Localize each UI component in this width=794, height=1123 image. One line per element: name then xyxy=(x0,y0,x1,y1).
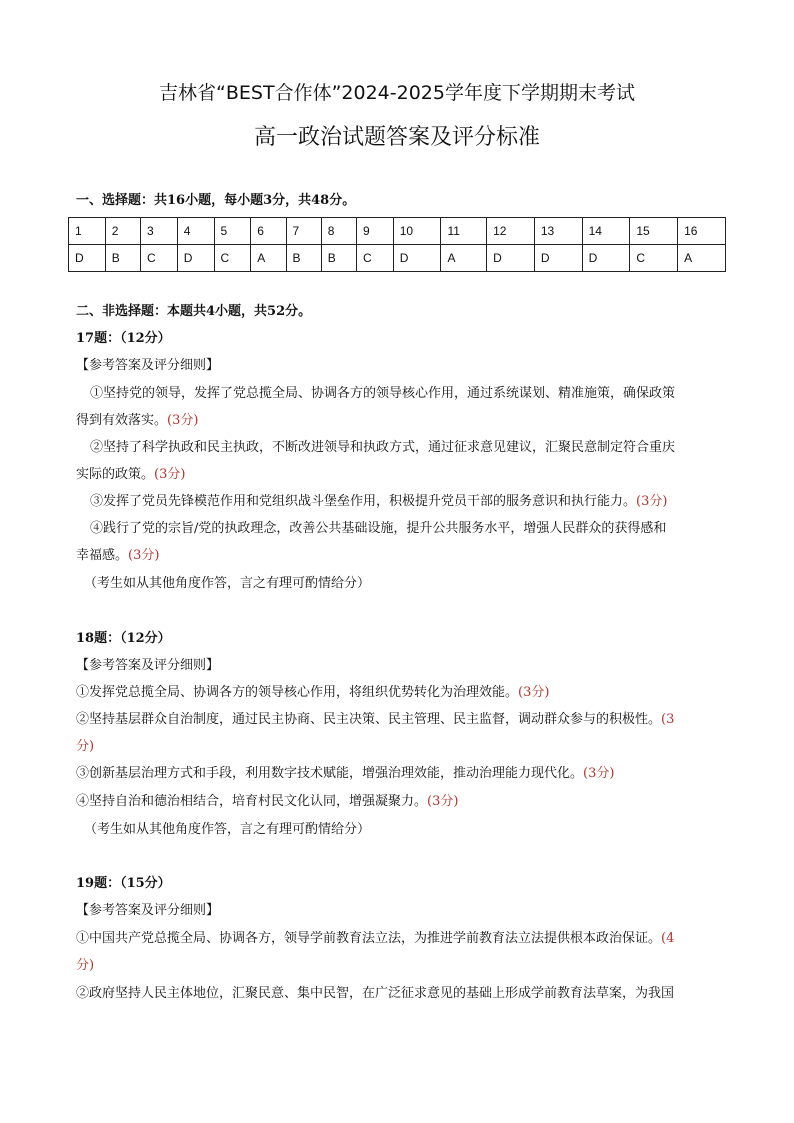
question-number-cell: 5 xyxy=(214,218,251,245)
q18-point4 xyxy=(76,793,458,811)
section1-heading: 一、选择题：共16小题，每小题3分，共48分。 xyxy=(76,193,356,208)
question-number-cell: 14 xyxy=(582,218,630,245)
answer-cell: B xyxy=(321,245,356,272)
q18-point4-score: (3分) xyxy=(427,794,459,809)
q18-ref-heading: 【参考答案及评分细则】 xyxy=(76,658,220,673)
q17-point3-text: ③发挥了党员先锋模范作用和党组织战斗堡垒作用，积极提升党员干部的服务意识和执行能力。 xyxy=(90,494,637,509)
q17-point2-line2 xyxy=(76,466,185,484)
question-number-cell: 8 xyxy=(321,218,356,245)
q17-point4-line1: ④践行了党的宗旨/党的执政理念，改善公共基础设施，提升公共服务水平，增强人民群众的获得感和 xyxy=(90,521,667,536)
question-number-cell: 1 xyxy=(69,218,106,245)
q17-point3-score: (3分) xyxy=(636,494,668,509)
q19-point1-text: ①中国共产党总揽全局、协调各方，领导学前教育法立法，为推进学前教育法立法提供根本政治保证。 xyxy=(76,931,662,946)
answer-cell: C xyxy=(630,245,678,272)
question-number-cell: 2 xyxy=(105,218,140,245)
q18-point3-text: ③创新基层治理方式和手段，利用数字技术赋能，增强治理效能，推动治理能力现代化。 xyxy=(76,766,584,781)
q18-point1 xyxy=(76,684,549,702)
q18-point2-score-part1: (3 xyxy=(661,712,675,727)
q19-title: 19题：（15分） xyxy=(76,876,171,891)
q18-point2-line1 xyxy=(76,711,674,729)
q17-point1-line1: ①坚持党的领导，发挥了党总揽全局、协调各方的领导核心作用，通过系统谋划、精准施策，确保政策 xyxy=(90,386,676,401)
q19-point1-score-part1: (4 xyxy=(661,931,675,946)
answer-cell: A xyxy=(441,245,487,272)
question-number-cell: 15 xyxy=(630,218,678,245)
q17-point4-text: 幸福感。 xyxy=(76,548,129,563)
q17-title: 17题：（12分） xyxy=(76,331,171,346)
q18-point4-text: ④坚持自治和德治相结合，培育村民文化认同，增强凝聚力。 xyxy=(76,794,428,809)
question-number-cell: 9 xyxy=(356,218,393,245)
answer-cell: A xyxy=(251,245,286,272)
question-number-cell: 7 xyxy=(286,218,321,245)
answer-cell: D xyxy=(487,245,535,272)
q18-point3 xyxy=(76,765,614,783)
q17-point2-score: (3分) xyxy=(154,467,186,482)
q17-point4-score: (3分) xyxy=(128,548,160,563)
answer-cell: D xyxy=(582,245,630,272)
question-number-cell: 10 xyxy=(393,218,441,245)
answer-cell: D xyxy=(393,245,441,272)
choice-answer-table xyxy=(68,217,726,272)
q18-point3-score: (3分) xyxy=(583,766,615,781)
answer-cell: D xyxy=(534,245,582,272)
question-number-cell: 11 xyxy=(441,218,487,245)
question-number-cell: 4 xyxy=(177,218,214,245)
q19-point1-score-part2: 分) xyxy=(76,958,95,973)
q19-point2-line1: ②政府坚持人民主体地位，汇聚民意、集中民智，在广泛征求意见的基础上形成学前教育法草案，为我国 xyxy=(76,986,675,1001)
answer-cell: C xyxy=(214,245,251,272)
section2-heading: 二、非选择题：本题共4小题，共52分。 xyxy=(76,304,312,319)
q17-point4-line2 xyxy=(76,547,159,565)
q17-note: （考生如从其他角度作答，言之有理可酌情给分） xyxy=(84,576,371,591)
q18-point2-text: ②坚持基层群众自治制度，通过民主协商、民主决策、民主管理、民主监督，调动群众参与的积极性。 xyxy=(76,712,662,727)
q19-point1-line1 xyxy=(76,930,674,948)
q18-point2-score-part2: 分) xyxy=(76,739,95,754)
exam-title: 吉林省“BEST合作体”2024-2025学年度下学期期末考试 xyxy=(159,82,635,104)
answer-cell: C xyxy=(140,245,177,272)
q18-point1-score: (3分) xyxy=(518,685,550,700)
answer-cell: B xyxy=(286,245,321,272)
q17-point1-text: 得到有效落实。 xyxy=(76,413,168,428)
answer-cell: D xyxy=(177,245,214,272)
question-number-cell: 3 xyxy=(140,218,177,245)
question-number-cell: 12 xyxy=(487,218,535,245)
answer-row xyxy=(69,245,726,272)
question-number-row xyxy=(69,218,726,245)
q17-ref-heading: 【参考答案及评分细则】 xyxy=(76,358,220,373)
q18-point1-text: ①发挥党总揽全局、协调各方的领导核心作用，将组织优势转化为治理效能。 xyxy=(76,685,519,700)
q17-point2-text: 实际的政策。 xyxy=(76,467,155,482)
question-number-cell: 6 xyxy=(251,218,286,245)
q18-note: （考生如从其他角度作答，言之有理可酌情给分） xyxy=(84,822,371,837)
question-number-cell: 16 xyxy=(678,218,726,245)
q17-point2-line1: ②坚持了科学执政和民主执政，不断改进领导和执政方式，通过征求意见建议，汇聚民意制定符合重庆 xyxy=(90,440,676,455)
answer-cell: A xyxy=(678,245,726,272)
exam-subtitle: 高一政治试题答案及评分标准 xyxy=(253,125,540,150)
question-number-cell: 13 xyxy=(534,218,582,245)
q19-ref-heading: 【参考答案及评分细则】 xyxy=(76,903,220,918)
answer-cell: B xyxy=(105,245,140,272)
q18-title: 18题：（12分） xyxy=(76,631,171,646)
q17-point1-line2 xyxy=(76,412,198,430)
q17-point3 xyxy=(90,493,667,511)
answer-cell: D xyxy=(69,245,106,272)
answer-cell: C xyxy=(356,245,393,272)
q17-point1-score: (3分) xyxy=(167,413,199,428)
